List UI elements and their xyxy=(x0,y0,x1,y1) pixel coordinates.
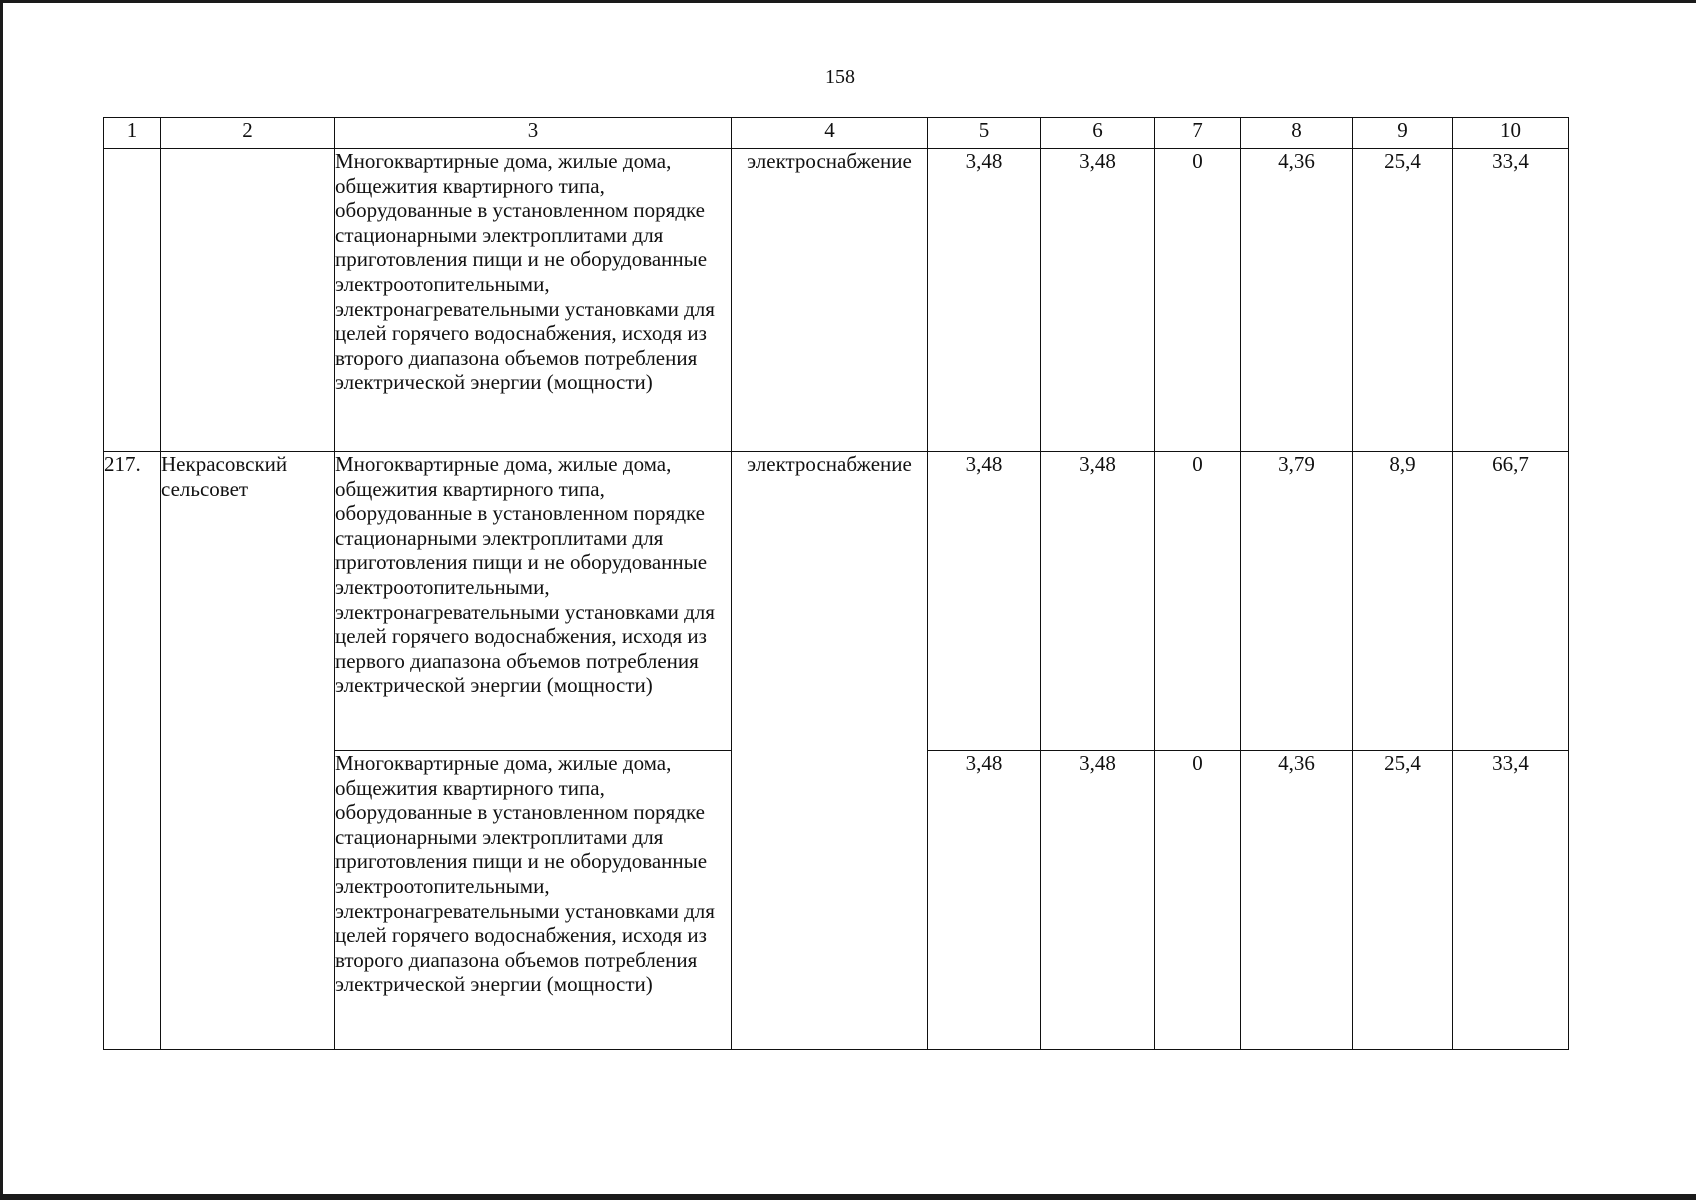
value-cell: 4,36 xyxy=(1241,751,1353,1050)
column-header: 2 xyxy=(161,118,335,149)
column-header: 1 xyxy=(104,118,161,149)
subject-cell: Некрасовский сельсовет xyxy=(161,452,335,1050)
value-cell: 33,4 xyxy=(1453,751,1569,1050)
column-header: 9 xyxy=(1353,118,1453,149)
table-row xyxy=(104,452,1569,751)
value-cell: 66,7 xyxy=(1453,452,1569,751)
table-row xyxy=(104,149,1569,452)
subject-cell xyxy=(161,149,335,452)
value-cell: 3,48 xyxy=(928,751,1041,1050)
column-header: 3 xyxy=(335,118,732,149)
scan-left-border xyxy=(0,0,3,1200)
description-cell: Многоквартирные дома, жилые дома, общежития квартирного типа, оборудованные в установленном порядке стационарными электроплитами для приготовления пищи и не оборудованные электроотопительными, электронагревательными установками для целей горячего водоснабжения, исходя из второго диапазона объемов потребления электрической энергии (мощности) xyxy=(335,751,732,1050)
value-cell: 8,9 xyxy=(1353,452,1453,751)
value-cell: 3,48 xyxy=(1041,751,1155,1050)
value-cell: 25,4 xyxy=(1353,751,1453,1050)
value-cell: 33,4 xyxy=(1453,149,1569,452)
column-header: 7 xyxy=(1155,118,1241,149)
value-cell: 0 xyxy=(1155,149,1241,452)
tariff-table xyxy=(103,117,1569,1050)
value-cell: 0 xyxy=(1155,452,1241,751)
value-cell: 25,4 xyxy=(1353,149,1453,452)
scan-bottom-border xyxy=(0,1194,1696,1200)
value-cell: 0 xyxy=(1155,751,1241,1050)
header-row xyxy=(104,118,1569,149)
index-cell xyxy=(104,149,161,452)
utility-cell: электроснабжение xyxy=(732,149,928,452)
column-header: 4 xyxy=(732,118,928,149)
description-cell: Многоквартирные дома, жилые дома, общежития квартирного типа, оборудованные в установленном порядке стационарными электроплитами для приготовления пищи и не оборудованные электроотопительными, электронагревательными установками для целей горячего водоснабжения, исходя из второго диапазона объемов потребления электрической энергии (мощности) xyxy=(335,149,732,452)
value-cell: 3,48 xyxy=(928,452,1041,751)
scan-top-border xyxy=(0,0,1696,3)
value-cell: 4,36 xyxy=(1241,149,1353,452)
page-number: 158 xyxy=(825,66,855,88)
value-cell: 3,48 xyxy=(928,149,1041,452)
value-cell: 3,79 xyxy=(1241,452,1353,751)
column-header: 6 xyxy=(1041,118,1155,149)
column-header: 5 xyxy=(928,118,1041,149)
column-header: 8 xyxy=(1241,118,1353,149)
description-cell: Многоквартирные дома, жилые дома, общежития квартирного типа, оборудованные в установленном порядке стационарными электроплитами для приготовления пищи и не оборудованные электроотопительными, электронагревательными установками для целей горячего водоснабжения, исходя из первого диапазона объемов потребления электрической энергии (мощности) xyxy=(335,452,732,751)
index-cell: 217. xyxy=(104,452,161,1050)
column-header: 10 xyxy=(1453,118,1569,149)
value-cell: 3,48 xyxy=(1041,149,1155,452)
value-cell: 3,48 xyxy=(1041,452,1155,751)
utility-cell: электроснабжение xyxy=(732,452,928,1050)
